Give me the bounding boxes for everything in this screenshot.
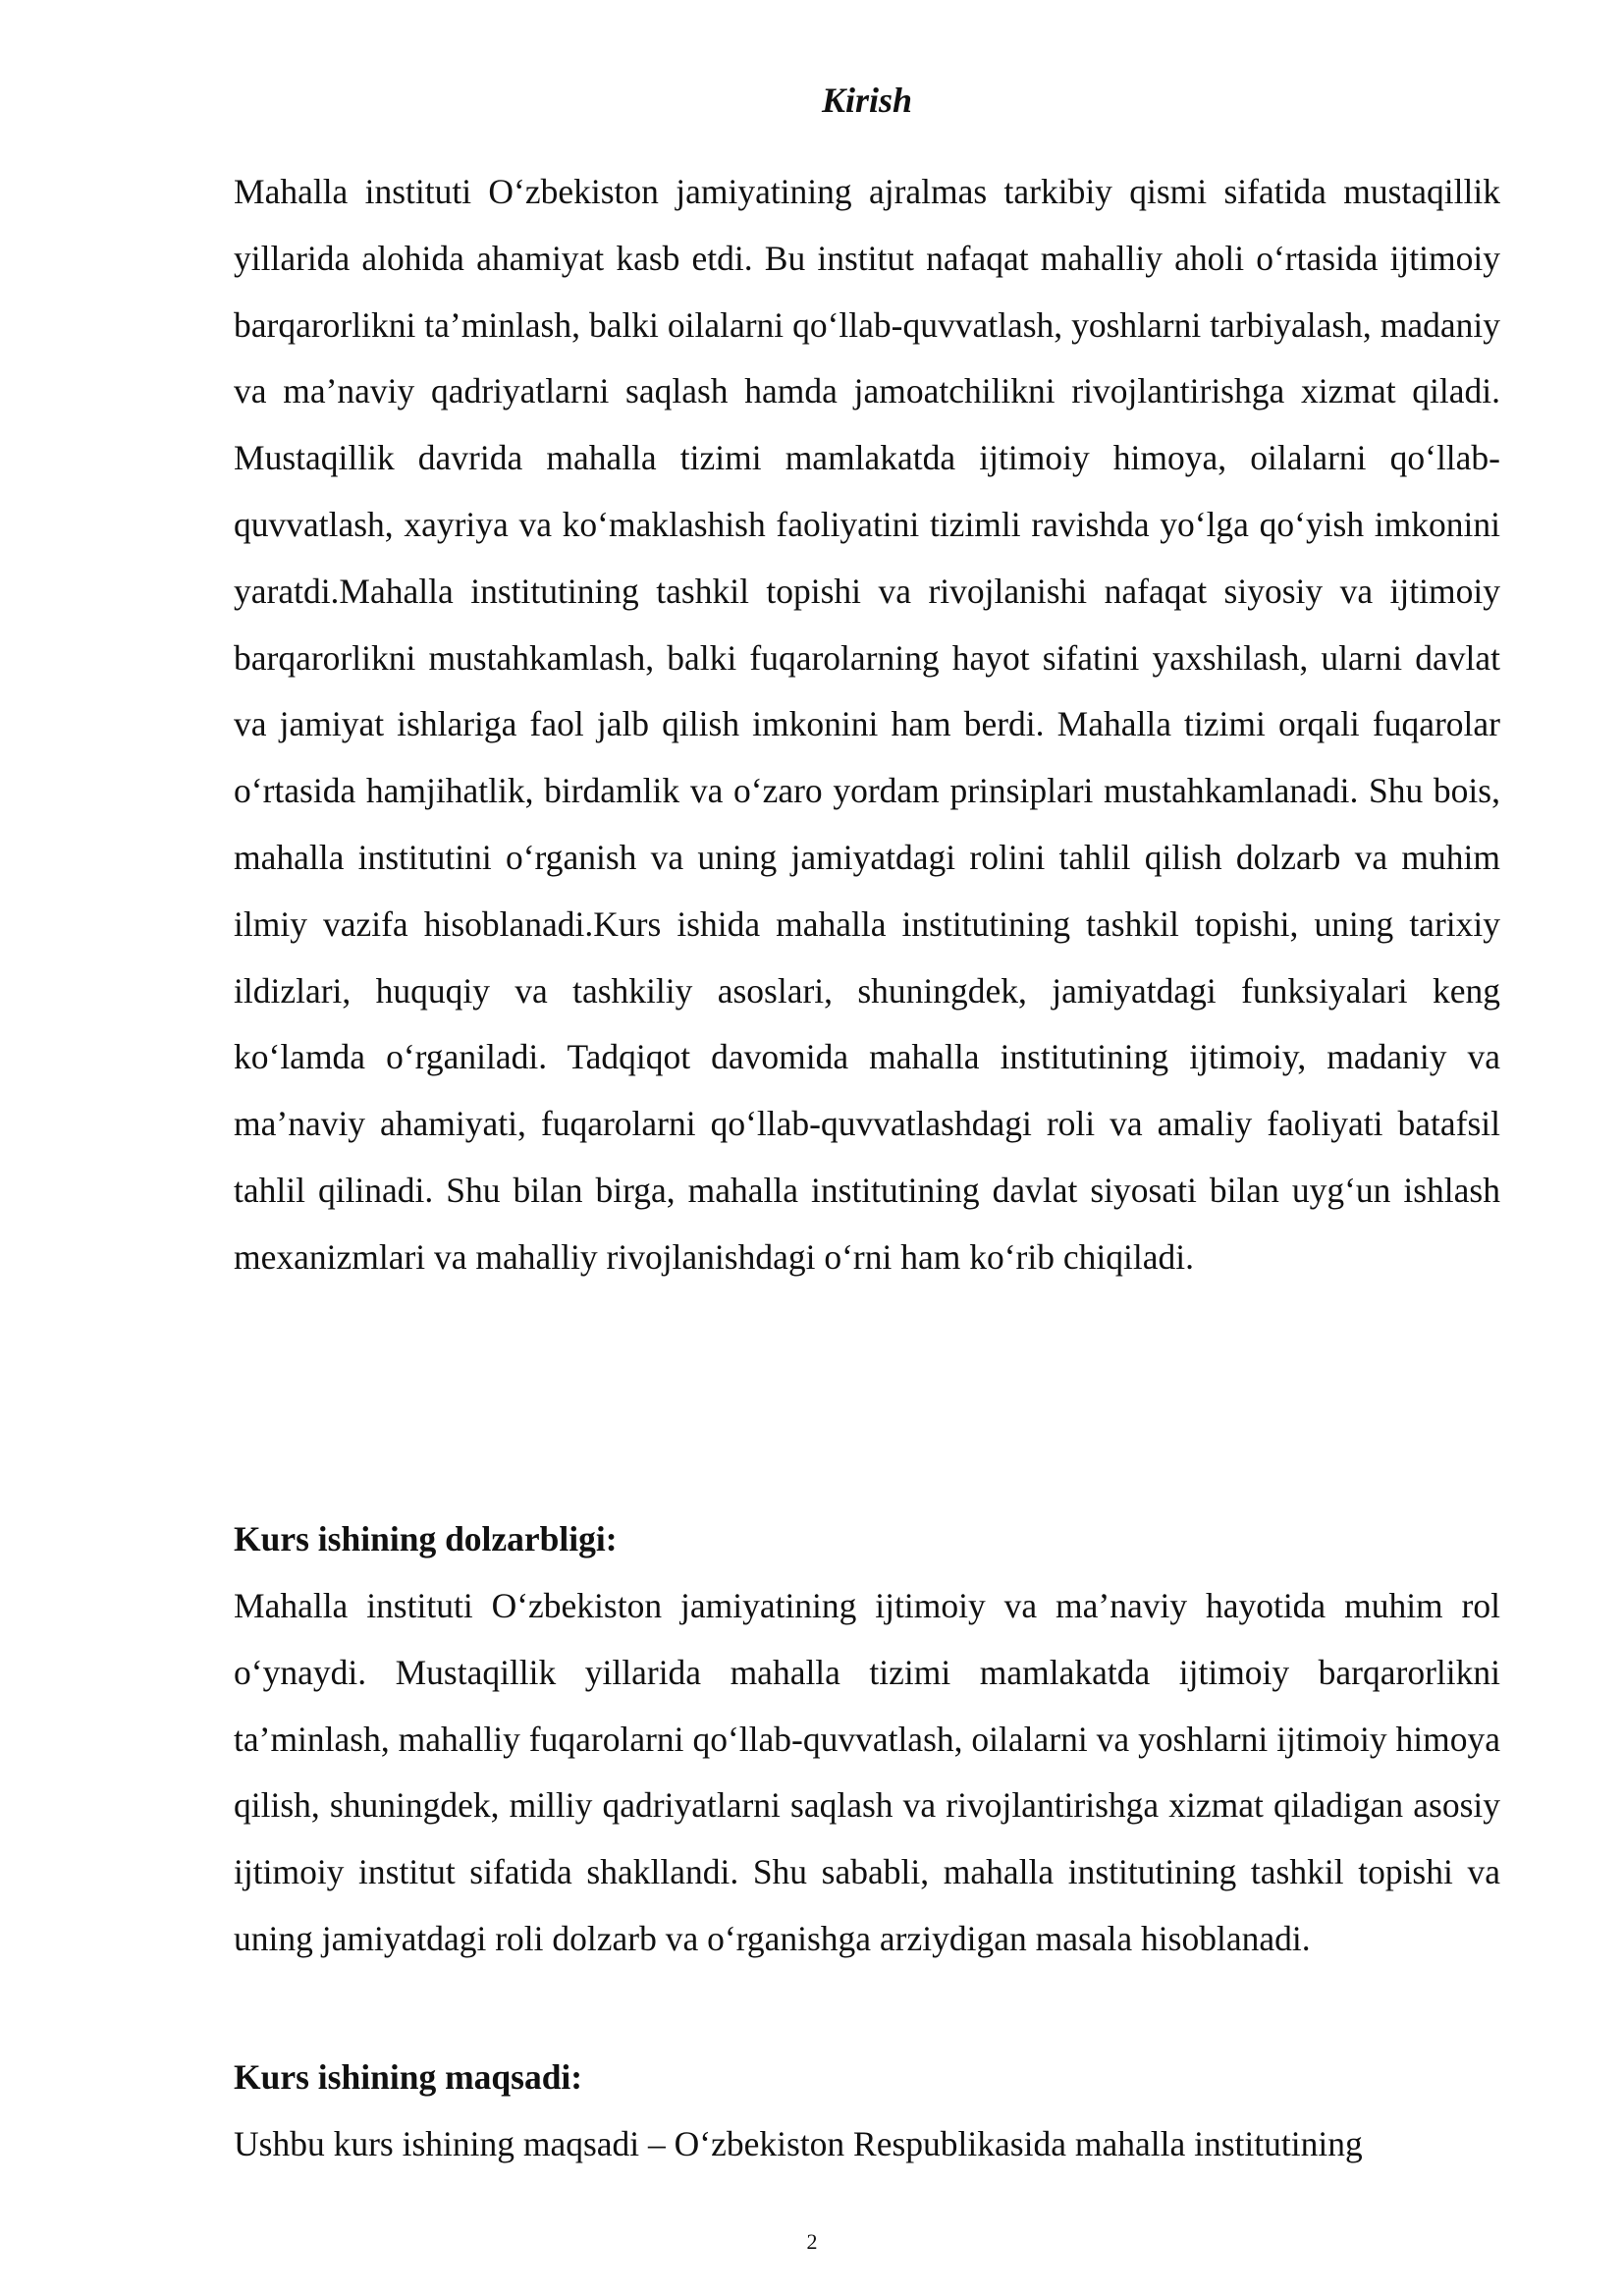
relevance-paragraph: Mahalla instituti O‘zbekiston jamiyatining ijtimoiy va ma’naviy hayotida muhim rol o‘ynaydi. Mustaqillik yillarida mahalla tizimi mamlakatda ijtimoiy barqarorlikni ta’minlash, mahalliy fuqarolarni qo‘llab-quvvatlash, oilalarni va yoshlarni ijtimoiy himoya qilish, shuningdek, milliy qadriyatlarni saqlash va rivojlantirishga xizmat qiladigan asosiy ijtimoiy institut sifatida shakllandi. Shu sababli, mahalla institutining tashkil topishi va uning jamiyatdagi roli dolzarb va o‘rganishga arziydigan masala hisoblanadi.	[234, 1586, 1500, 1958]
section-heading: Kirish	[821, 81, 913, 120]
goal-subheading: Kurs ishining maqsadi:	[234, 2057, 583, 2097]
goal-paragraph: Ushbu kurs ishining maqsadi – O‘zbekiston Respublikasida mahalla institutining	[234, 2124, 1363, 2163]
page-number: 2	[806, 2229, 818, 2254]
intro-paragraph: Mahalla instituti O‘zbekiston jamiyatining ajralmas tarkibiy qismi sifatida mustaqillik yillarida alohida ahamiyat kasb etdi. Bu institut nafaqat mahalliy aholi o‘rtasida ijtimoiy barqarorlikni ta’minlash, balki oilalarni qo‘llab-quvvatlash, yoshlarni tarbiyalash, madaniy va ma’naviy qadriyatlarni saqlash hamda jamoatchilikni rivojlantirishga xizmat qiladi. Mustaqillik davrida mahalla tizimi mamlakatda ijtimoiy himoya, oilalarni qo‘llab-quvvatlash, xayriya va ko‘maklashish faoliyatini tizimli ravishda yo‘lga qo‘yish imkonini yaratdi.Mahalla institutining tashkil topishi va rivojlanishi nafaqat siyosiy va ijtimoiy barqarorlikni mustahkamlash, balki fuqarolarning hayot sifatini yaxshilash, ularni davlat va jamiyat ishlariga faol jalb qilish imkonini ham berdi. Mahalla tizimi orqali fuqarolar o‘rtasida hamjihatlik, birdamlik va o‘zaro yordam prinsiplari mustahkamlanadi. Shu bois, mahalla institutini o‘rganish va uning jamiyatdagi rolini tahlil qilish dolzarb va muhim ilmiy vazifa hisoblanadi.Kurs ishida mahalla institutining tashkil topishi, uning tarixiy ildizlari, huquqiy va tashkiliy asoslari, shuningdek, jamiyatdagi funksiyalari keng ko‘lamda o‘rganiladi. Tadqiqot davomida mahalla institutining ijtimoiy, madaniy va ma’naviy ahamiyati, fuqarolarni qo‘llab-quvvatlashdagi roli va amaliy faoliyati batafsil tahlil qilinadi. Shu bilan birga, mahalla institutining davlat siyosati bilan uyg‘un ishlash mexanizmlari va mahalliy rivojlanishdagi o‘rni ham ko‘rib chiqiladi.	[234, 172, 1500, 1277]
relevance-subheading: Kurs ishining dolzarbligi:	[234, 1519, 618, 1558]
